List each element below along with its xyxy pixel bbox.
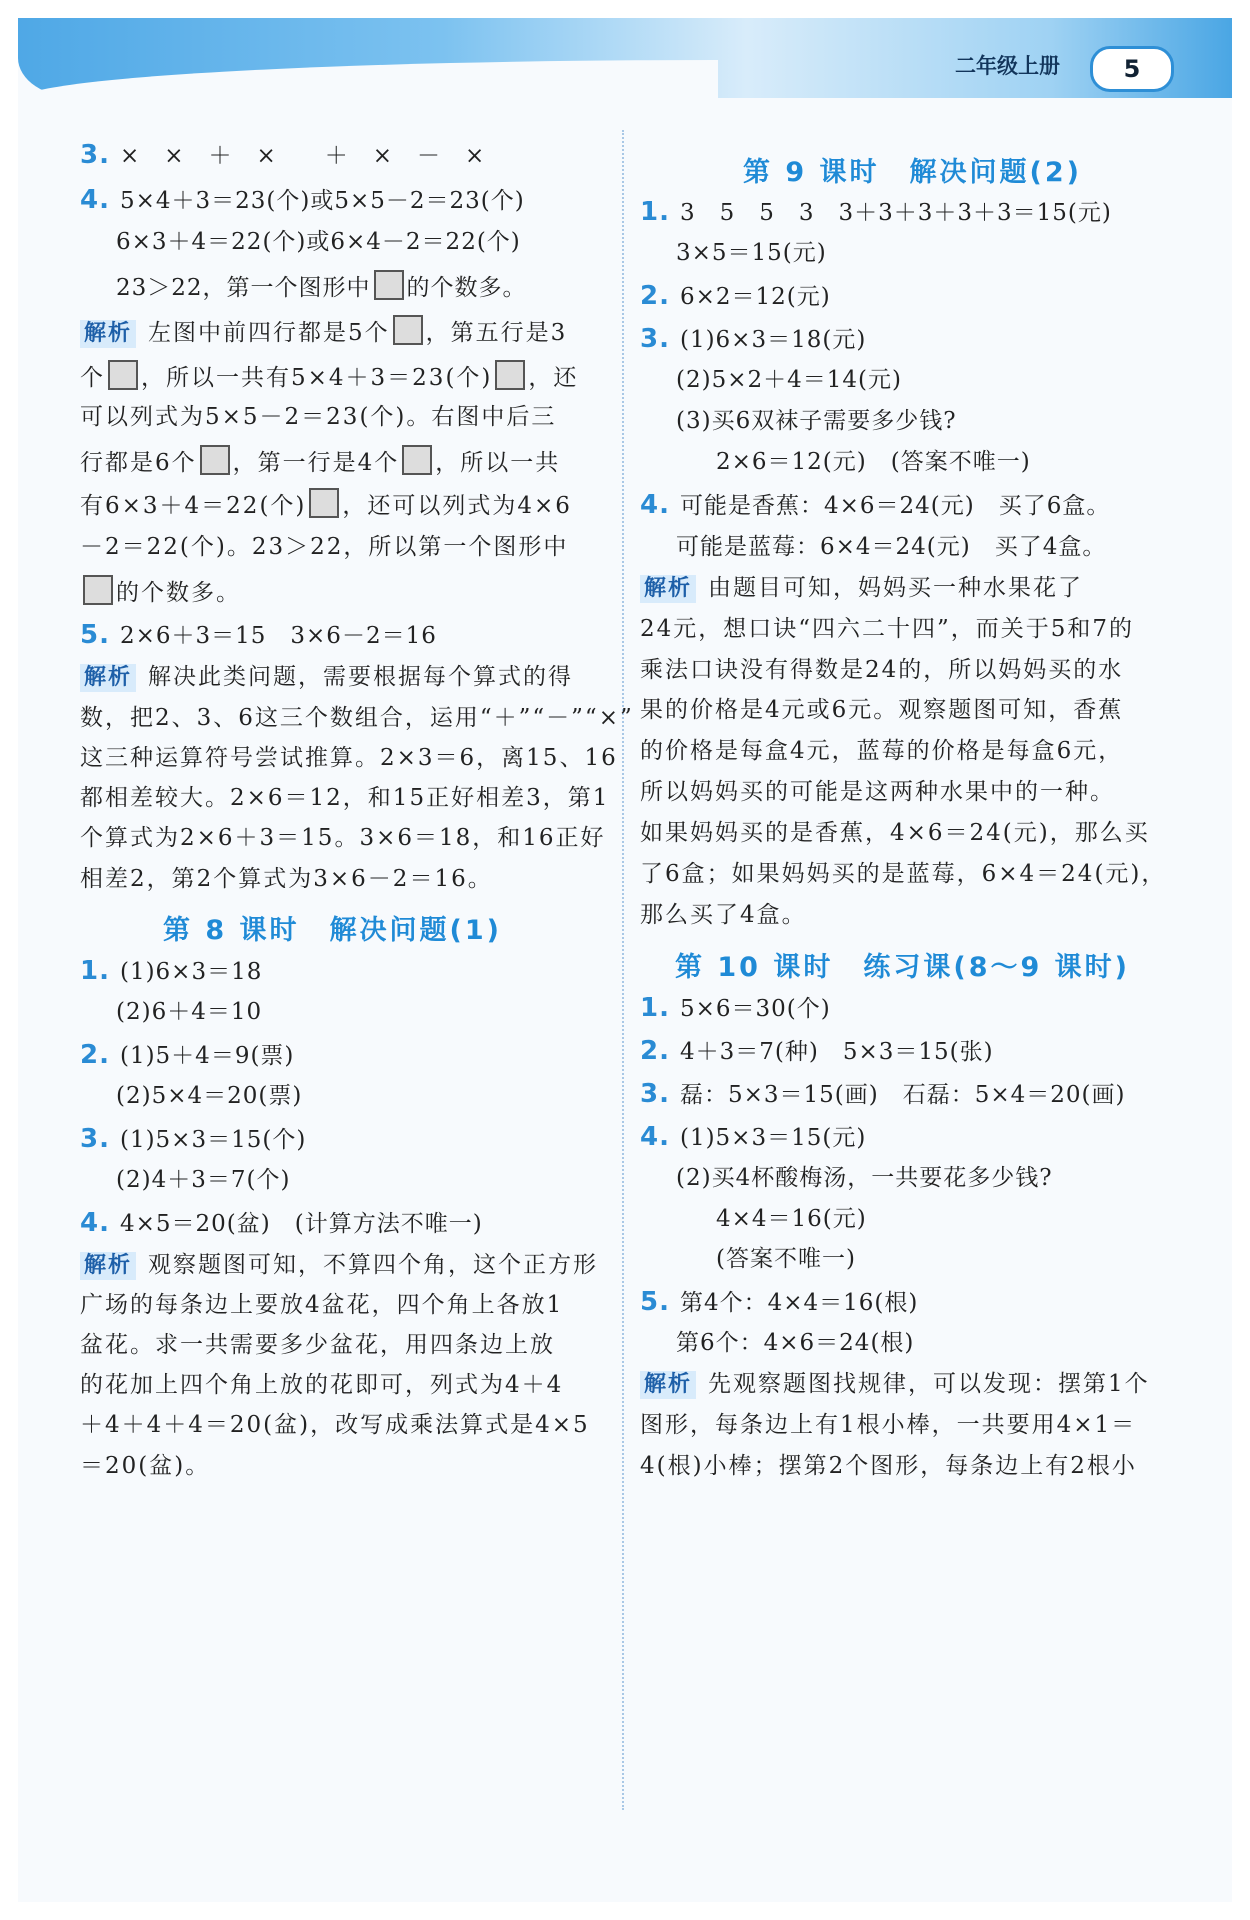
question-number: 5. <box>80 620 110 650</box>
s10-analysis-line1: 解析 先观察题图找规律，可以发现：摆第1个 <box>640 1369 1150 1399</box>
s9-analysis-line8: 了6盒；如果妈妈买的是蓝莓，6×4＝24(元)， <box>640 861 1167 887</box>
s10-q4-line4: (答案不唯一) <box>716 1246 856 1272</box>
q3-line: 3. × × ＋ × ＋ × － × <box>80 140 486 170</box>
question-number: 4. <box>640 490 670 520</box>
question-number: 3. <box>640 1079 670 1109</box>
analysis1-line3: 可以列式为5×5－2＝23(个)。右图中后三 <box>80 404 557 430</box>
section-heading-10: 第 10 课时 练习课(8～9 课时) <box>674 952 1131 983</box>
grade-label: 二年级上册 <box>955 54 1060 78</box>
question-number: 4. <box>640 1122 670 1152</box>
s8-q2-line1: 2. (1)5＋4＝9(票) <box>80 1040 295 1070</box>
question-number: 4. <box>80 185 110 215</box>
analysis2-line5: 个算式为2×6＋3＝15。3×6＝18，和16正好 <box>80 825 606 851</box>
analysis-tag: 解析 <box>80 320 136 348</box>
section-heading-9: 第 9 课时 解决问题(2) <box>742 157 1083 188</box>
question-number: 2. <box>640 1036 670 1066</box>
s9-analysis-line3: 乘法口诀没有得数是24的，所以妈妈买的水 <box>640 657 1124 683</box>
analysis3-line2: 广场的每条边上要放4盆花，四个角上各放1 <box>80 1292 564 1318</box>
column-divider <box>622 130 624 1810</box>
s8-q3-line1: 3. (1)5×3＝15(个) <box>80 1124 307 1154</box>
s10-q3-line1: 3. 磊：5×3＝15(画) 石磊：5×4＝20(画) <box>640 1079 1126 1109</box>
s9-q2-line1: 2. 6×2＝12(元) <box>640 281 831 311</box>
square-icon <box>495 360 525 390</box>
s9-analysis-line4: 果的价格是4元或6元。观察题图可知，香蕉 <box>640 697 1124 723</box>
question-number: 1. <box>640 197 670 227</box>
s10-q1-line1: 1. 5×6＝30(个) <box>640 993 831 1023</box>
question-number: 2. <box>80 1040 110 1070</box>
s10-q4-line3: 4×4＝16(元) <box>716 1206 867 1232</box>
analysis-tag: 解析 <box>640 1371 696 1399</box>
analysis2-line3: 这三种运算符号尝试推算。2×3＝6，离15、16 <box>80 745 618 771</box>
analysis1-line5: 有6×3＋4＝22(个) ，还可以列式为4×6 <box>80 488 572 521</box>
s10-analysis-line2: 图形，每条边上有1根小棒，一共要用4×1＝ <box>640 1412 1137 1438</box>
analysis2-line4: 都相差较大。2×6＝12，和15正好相差3，第1 <box>80 785 610 811</box>
square-icon <box>374 270 404 300</box>
analysis1-line2: 个 ，所以一共有5×4＋3＝23(个) ，还 <box>80 360 578 393</box>
s9-analysis-line9: 那么买了4盒。 <box>640 902 807 928</box>
section-heading-8: 第 8 课时 解决问题(1) <box>162 915 503 946</box>
analysis-tag: 解析 <box>80 1252 136 1280</box>
s9-analysis-line1: 解析 由题目可知，妈妈买一种水果花了 <box>640 573 1083 603</box>
analysis2-line1: 解析 解决此类问题，需要根据每个算式的得 <box>80 662 573 692</box>
s10-q4-line1: 4. (1)5×3＝15(元) <box>640 1122 867 1152</box>
square-icon <box>83 575 113 605</box>
s10-q2-line1: 2. 4＋3＝7(种) 5×3＝15(张) <box>640 1036 994 1066</box>
analysis-tag: 解析 <box>80 664 136 692</box>
s8-q1-line1: 1. (1)6×3＝18 <box>80 956 263 986</box>
question-number: 3. <box>640 324 670 354</box>
question-number: 5. <box>640 1287 670 1317</box>
s8-q1-line2: (2)6＋4＝10 <box>116 999 263 1025</box>
analysis2-line2: 数，把2、3、6这三个数组合，运用“＋”“－”“×” <box>80 705 634 731</box>
square-icon <box>393 315 423 345</box>
s9-analysis-line2: 24元，想口诀“四六二十四”，而关于5和7的 <box>640 616 1135 642</box>
s10-q4-line2: (2)买4杯酸梅汤，一共要花多少钱? <box>676 1165 1053 1191</box>
s9-analysis-line5: 的价格是每盒4元，蓝莓的价格是每盒6元， <box>640 738 1124 764</box>
analysis1-line7: 的个数多。 <box>80 575 241 608</box>
analysis1-line6: －2＝22(个)。23＞22，所以第一个图形中 <box>80 534 569 560</box>
s9-q1-line2: 3×5＝15(元) <box>676 240 827 266</box>
s9-analysis-line7: 如果妈妈买的是香蕉，4×6＝24(元)，那么买 <box>640 820 1150 846</box>
square-icon <box>402 445 432 475</box>
s9-analysis-line6: 所以妈妈买的可能是这两种水果中的一种。 <box>640 779 1115 805</box>
s9-q1-line1: 1. 3 5 5 3 3＋3＋3＋3＋3＝15(元) <box>640 197 1112 227</box>
square-icon <box>200 445 230 475</box>
q5-line: 5. 2×6＋3＝15 3×6－2＝16 <box>80 620 437 650</box>
square-icon <box>309 488 339 518</box>
s8-q4-line1: 4. 4×5＝20(盆) (计算方法不唯一) <box>80 1208 483 1238</box>
s9-q4-line2: 可能是蓝莓：6×4＝24(元) 买了4盒。 <box>676 534 1107 560</box>
question-number: 3. <box>80 1124 110 1154</box>
s9-q4-line1: 4. 可能是香蕉：4×6＝24(元) 买了6盒。 <box>640 490 1111 520</box>
q4-line2: 6×3＋4＝22(个)或6×4－2＝22(个) <box>116 229 521 255</box>
analysis3-line3: 盆花。求一共需要多少盆花，用四条边上放 <box>80 1332 555 1358</box>
question-number: 4. <box>80 1208 110 1238</box>
analysis1-line4: 行都是6个 ，第一行是4个 ，所以一共 <box>80 445 560 478</box>
s8-q2-line2: (2)5×4＝20(票) <box>116 1083 303 1109</box>
s10-q5-line1: 5. 第4个：4×4＝16(根) <box>640 1287 919 1317</box>
q4-line3: 23＞22，第一个图形中 的个数多。 <box>116 270 527 303</box>
s10-analysis-line3: 4(根)小棒；摆第2个图形，每条边上有2根小 <box>640 1453 1137 1479</box>
analysis2-line6: 相差2，第2个算式为3×6－2＝16。 <box>80 866 493 892</box>
analysis3-line1: 解析 观察题图可知，不算四个角，这个正方形 <box>80 1250 598 1280</box>
square-icon <box>108 360 138 390</box>
s9-q3-line3: (3)买6双袜子需要多少钱? <box>676 408 957 434</box>
analysis-tag: 解析 <box>640 575 696 603</box>
q4-line1: 4. 5×4＋3＝23(个)或5×5－2＝23(个) <box>80 185 525 215</box>
question-number: 3. <box>80 140 110 170</box>
analysis1-line1: 解析 左图中前四行都是5个 ，第五行是3 <box>80 315 567 348</box>
analysis3-line5: ＋4＋4＋4＝20(盆)，改写成乘法算式是4×5 <box>80 1412 590 1438</box>
question-number: 2. <box>640 281 670 311</box>
s9-q3-line1: 3. (1)6×3＝18(元) <box>640 324 867 354</box>
analysis3-line6: ＝20(盆)。 <box>80 1453 211 1479</box>
analysis3-line4: 的花加上四个角上放的花即可，列式为4＋4 <box>80 1372 564 1398</box>
s9-q3-line4: 2×6＝12(元) (答案不唯一) <box>716 449 1031 475</box>
page-number: 5 <box>1090 46 1174 92</box>
question-number: 1. <box>80 956 110 986</box>
s9-q3-line2: (2)5×2＋4＝14(元) <box>676 367 902 393</box>
question-number: 1. <box>640 993 670 1023</box>
s8-q3-line2: (2)4＋3＝7(个) <box>116 1167 291 1193</box>
s10-q5-line2: 第6个：4×6＝24(根) <box>676 1330 915 1356</box>
